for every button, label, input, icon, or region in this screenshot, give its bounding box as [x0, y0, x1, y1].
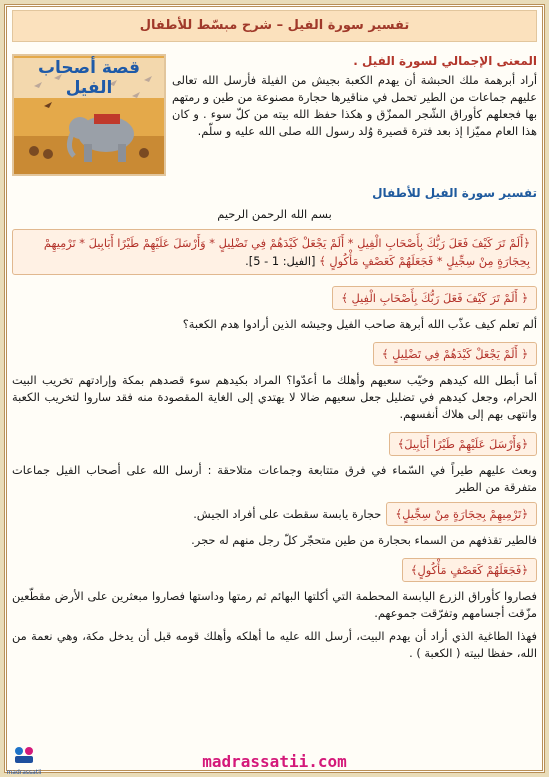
full-surah-box — [12, 229, 537, 275]
page-title: تفسير سورة الفيل – شرح مبسّط للأطفال — [12, 10, 537, 42]
verse-4-row — [12, 502, 537, 526]
verse-2-ayah: ﴿ أَلَمْ يَجْعَلْ كَيْدَهُمْ فِي تَضْلِيلٍ ﴾ — [373, 342, 537, 366]
cover-title: قصة أصحاب الفيل — [14, 58, 164, 98]
verse-5-explanation: فصاروا كأوراق الزرع اليابسة المحطمة التي أكلتها البهائم ثم رمتها وداستها فصاروا مبعثرين على الأرض مقطّعين مزّقت أجسامهم وتفرّقت جموعهم. — [12, 589, 537, 620]
verse-3-ayah: ﴿وَأَرْسَلَ عَلَيْهِمْ طَيْرًا أَبَابِيلَ﴾ — [389, 432, 537, 456]
verse-1-ayah: ﴿ أَلَمْ تَرَ كَيْفَ فَعَلَ رَبُّكَ بِأَصْحَابِ الْفِيلِ ﴾ — [332, 286, 537, 310]
surah-reference: [الفيل: 1 - 5]. — [245, 254, 316, 268]
verse-1-explanation: ألم تعلم كيف عذّب الله أبرهة صاحب الفيل وجيشه الذين أرادوا هدم الكعبة؟ — [182, 317, 537, 331]
section-heading-summary: المعنى الإجمالي لسورة الفيل . — [353, 54, 537, 68]
basmala: بسم الله الرحمن الرحيم — [217, 207, 332, 221]
full-surah-text: ﴿أَلَمْ تَرَ كَيْفَ فَعَلَ رَبُّكَ بِأَصْحَابِ الْفِيلِ * أَلَمْ يَجْعَلْ كَيْدَهُمْ فِي تَضْلِيلٍ * وَأَرْسَلَ عَلَيْهِمْ طَيْرًا أَبَابِيلَ * تَرْمِيهِمْ بِحِجَارَةٍ مِنْ سِجِّيلٍ * فَجَعَلَهُمْ كَعَصْفٍ مَأْكُولٍ ﴾ — [43, 236, 530, 268]
verse-5-ayah: ﴿فَجَعَلَهُمْ كَعَصْفٍ مَأْكُولٍ﴾ — [402, 558, 537, 582]
verse-2-explanation: أما أبطل الله كيدهم وخيّب سعيهم وأهلك ما أعدّوا؟ المراد بكيدهم سوء قصدهم بمكة وإرادتهم تخريب البيت الحرام، وجعل كيدهم في تضليل جعل سعيهم ضالا لا يهتدي إلى الغاية المقصودة منه فقد ساروا لتخريب الكعبة وانتهى بهم إلى هلاك أنفسهم. — [12, 373, 537, 421]
book-cover-image — [12, 54, 166, 176]
verse-4-ayah: ﴿تَرْمِيهِمْ بِحِجَارَةٍ مِنْ سِجِّيلٍ﴾ — [386, 502, 537, 526]
conclusion-paragraph: فهذا الطاغية الذي أراد أن يهدم البيت، أرسل الله عليه ما أهلكه وأهلك قومه قبل أن يدخل مكة، وهي نعمة من الله، حفظا لبيته ( الكعبة ) . — [12, 629, 537, 660]
verse-3-explanation: وبعث عليهم طيراً في السّماء في فرق متتابعة وجماعات متلاحقة : أرسل الله على أصحاب الفيل جماعات متفرقة من الطير — [12, 463, 537, 494]
summary-paragraph: أراد أبرهمة ملك الحبشة أن يهدم الكعبة بجيش من الفيلة فأرسل الله تعالى عليهم جماعات من الطير تحمل في مناقيرها حجارة مصنوعة من طين و رمتهم بها فجعلهم كأوراق الشّجر الممزّق و هكذا حفظ الله بيته من كلّ سوء . و كان هذا العام مميّزا إذ بعد فترة قصيرة وُلد رسول الله صلى الله عليه و سلّم. — [172, 73, 537, 138]
verse-4-explanation: فالطير تقذفهم من السماء بحجارة من طين متحجّر كلّ رجل منهم له حجر. — [191, 533, 537, 547]
logo-text: madrassatii — [6, 769, 42, 776]
intro-text-block — [166, 48, 537, 176]
intro-row — [12, 48, 537, 176]
document — [12, 10, 537, 765]
verse-4-inline-text: حجارة يابسة سقطت على أفراد الجيش. — [193, 507, 382, 521]
section-heading-tafsir: تفسير سورة الفيل للأطفال — [372, 186, 537, 200]
site-url[interactable]: madrassatii.com — [202, 752, 347, 771]
